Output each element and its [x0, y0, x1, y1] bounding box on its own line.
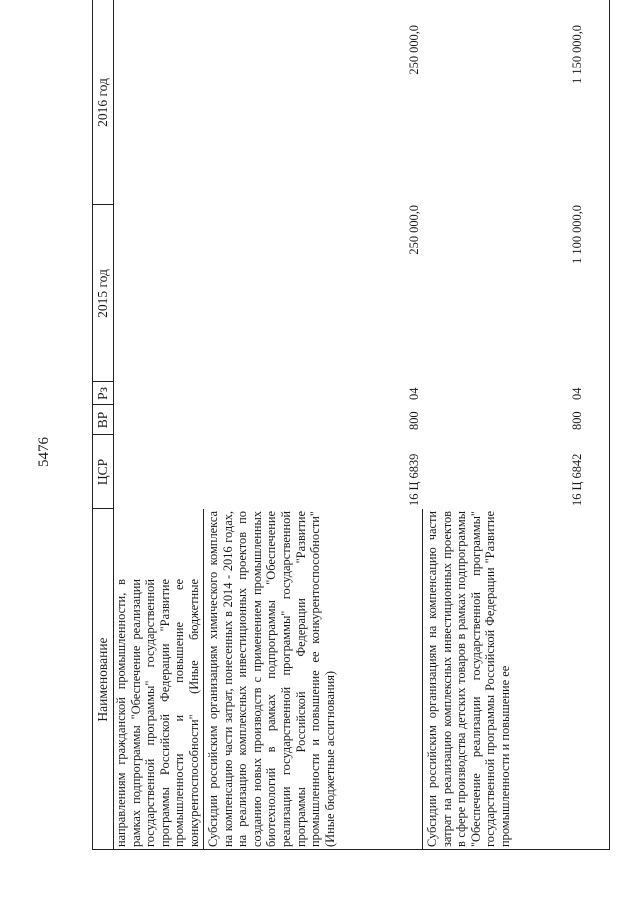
row3-2016: 1 150 000,0 [570, 25, 584, 84]
row2-name: Субсидии российским организациям химического комплекса на компенсацию части затрат, понесенных в 2014 - 2016 годах, на реализацию комплексных инвестиционных проектов по созданию новых производств с применением промышленных биотехнологий в рамках подпрограммы "Обеспечение реализации государственной программы" государственной программы Российской Федерации "Развитие промышленности и повышение ее конкурентоспособности" (Иные бюджетные ассигнования) [206, 511, 337, 847]
row3-vr: 800 [570, 411, 584, 430]
row3-csr: 16 Ц 6842 [570, 453, 584, 506]
page-number: 5476 [36, 437, 52, 467]
row1-separator [203, 509, 204, 850]
table-top-border [92, 0, 93, 850]
table-bottom-border [609, 0, 610, 850]
row2-csr: 16 Ц 6839 [407, 453, 421, 506]
header-name: Наименование [95, 637, 110, 722]
row2-2015: 250 000,0 [407, 205, 421, 255]
header-rz: Рз [95, 387, 110, 400]
row3-rz: 04 [570, 387, 584, 400]
row2-rz: 04 [407, 387, 421, 400]
table-left-border [92, 849, 609, 850]
row2-vr: 800 [407, 411, 421, 430]
header-csr: ЦСР [95, 458, 110, 486]
row3-name: Субсидии российским организациям на компенсацию части затрат на реализацию комплексных инвестиционных проектов в сфере производства детских товаров в рамках подпрограммы "Обеспечение реализации государственной программы" государственной программы Российской Федерации "Развитие промышленности и повышение ее [425, 511, 512, 847]
header-2016: 2016 год [95, 78, 110, 127]
header-2015: 2015 год [95, 269, 110, 318]
row2-separator [422, 509, 423, 850]
row1-name: направлениям гражданской промышленности, в рамках подпрограммы "Обеспечение реализации государственной программы" государственной программы Российской Федерации "Развитие промышленности и повышение ее конкурентоспособности" (Иные бюджетные [114, 579, 201, 847]
header-vr: ВР [95, 411, 110, 429]
row3-2015: 1 100 000,0 [570, 205, 584, 264]
row2-2016: 250 000,0 [407, 25, 421, 75]
